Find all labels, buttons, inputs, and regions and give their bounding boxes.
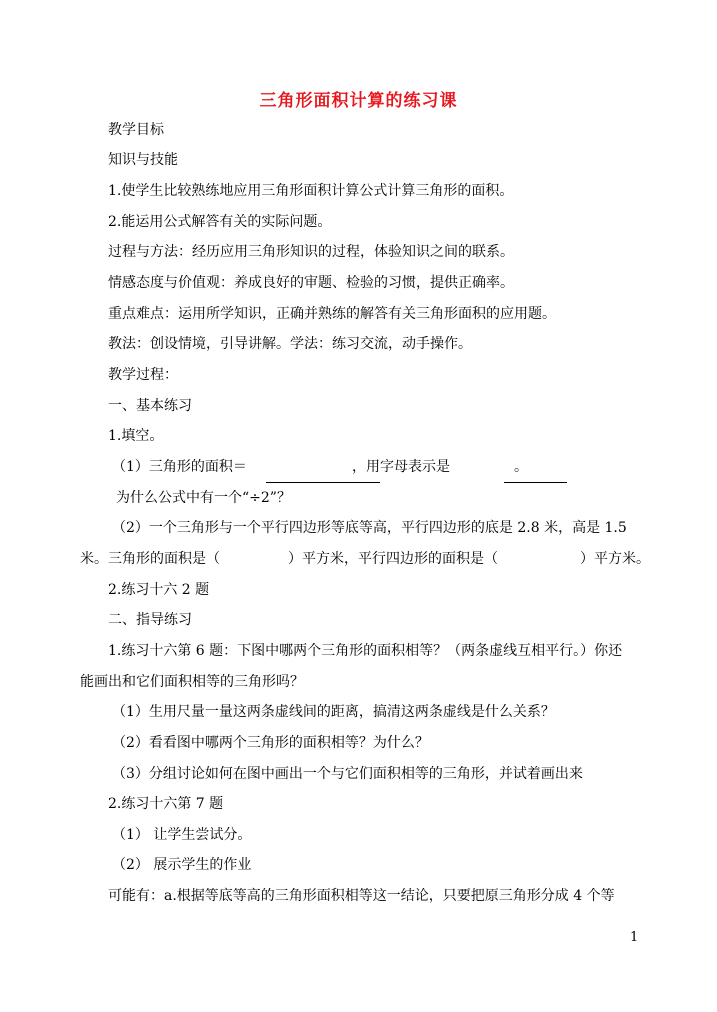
emotion-values: 情感态度与价值观：养成良好的审题、检验的习惯，提供正确率。 — [108, 275, 514, 291]
formula-question: 为什么公式中有一个“÷2”？ — [116, 490, 291, 506]
step-1: （1）生用尺量一量这两条虚线间的距离，搞清这两条虚线是什么关系？ — [112, 704, 555, 720]
exercise-16-6-continued: 能画出和它们面积相等的三角形吗？ — [80, 674, 304, 690]
goal-item-2: 2.能运用公式解答有关的实际问题。 — [108, 214, 332, 230]
fill-in-question-2-part-a: 米。三角形的面积是（ — [80, 551, 220, 567]
fill-in-question-1-part-b: ，用字母表示是 — [352, 459, 450, 475]
heading-teaching-goals: 教学目标 — [108, 122, 164, 138]
fill-in-heading: 1.填空。 — [108, 428, 164, 444]
process-method: 过程与方法：经历应用三角形知识的过程，体验知识之间的联系。 — [108, 244, 514, 260]
document-title: 三角形面积计算的练习课 — [259, 91, 458, 111]
exercise-16-7: 2.练习十六第 7 题 — [108, 796, 224, 812]
fill-in-question-1-part-c: 。 — [514, 459, 528, 475]
answer-blank-formula — [266, 482, 380, 483]
exercise-16-2: 2.练习十六 2 题 — [108, 582, 210, 598]
teaching-method: 教法：创设情境，引导讲解。学法：练习交流，动手操作。 — [108, 336, 472, 352]
page-number: 1 — [630, 930, 639, 945]
exercise-16-7-step-2: （2） 展示学生的作业 — [112, 857, 252, 873]
exercise-16-6: 1.练习十六第 6 题：下图中哪两个三角形的面积相等？（两条虚线互相平行。）你还 — [108, 643, 623, 659]
fill-in-question-1-part-a: （1）三角形的面积＝ — [112, 459, 247, 475]
key-difficulties: 重点难点：运用所学知识，正确并熟练的解答有关三角形面积的应用题。 — [108, 306, 556, 322]
fill-in-question-2-part-b: ）平方米，平行四边形的面积是（ — [288, 551, 498, 567]
fill-in-question-2: （2）一个三角形与一个平行四边形等底等高，平行四边形的底是 2.8 米，高是 1.5 — [112, 520, 627, 536]
heading-knowledge-skills: 知识与技能 — [108, 152, 178, 168]
heading-teaching-process: 教学过程： — [108, 367, 178, 383]
section-guided-practice: 二、指导练习 — [108, 612, 192, 628]
step-3: （3）分组讨论如何在图中画出一个与它们面积相等的三角形，并试着画出来 — [112, 766, 583, 782]
section-basic-practice: 一、基本练习 — [108, 398, 192, 414]
goal-item-1: 1.使学生比较熟练地应用三角形面积计算公式计算三角形的面积。 — [108, 183, 514, 199]
exercise-16-7-step-1: （1） 让学生尝试分。 — [112, 827, 252, 843]
possible-answers: 可能有：a.根据等底等高的三角形面积相等这一结论，只要把原三角形分成 4 个等 — [108, 888, 615, 904]
step-2: （2）看看图中哪两个三角形的面积相等？为什么？ — [112, 735, 429, 751]
fill-in-question-2-part-c: ）平方米。 — [580, 551, 650, 567]
answer-blank-letters — [504, 482, 567, 483]
